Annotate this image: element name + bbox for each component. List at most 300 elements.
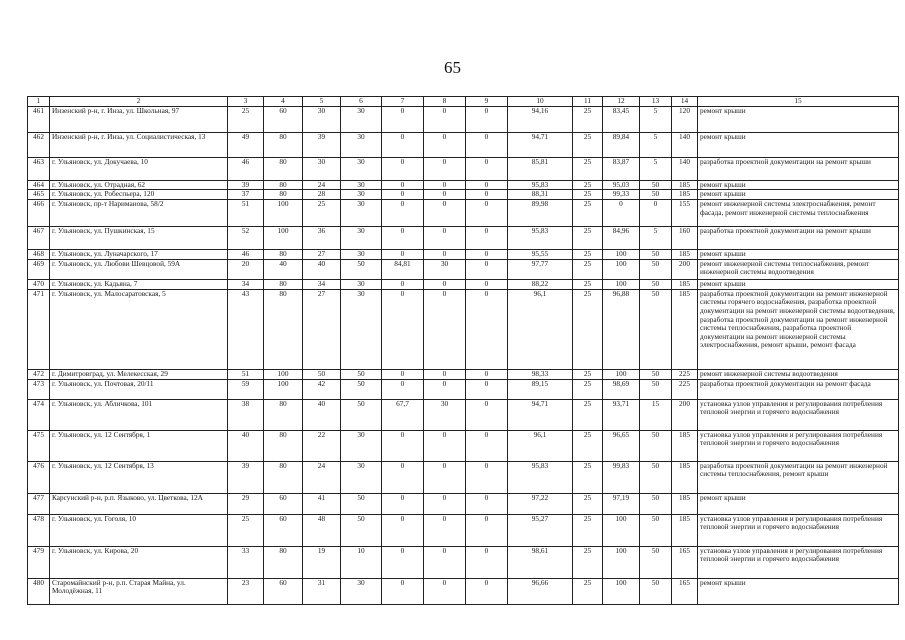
value-cell: 30 xyxy=(341,200,382,227)
value-cell: 0 xyxy=(424,514,466,546)
row-number: 472 xyxy=(28,369,50,379)
value-cell: 98,61 xyxy=(508,546,573,578)
value-cell: 51 xyxy=(228,369,264,379)
value-cell: 200 xyxy=(672,259,698,279)
value-cell: 25 xyxy=(573,461,603,493)
value-cell: 41 xyxy=(303,493,341,514)
value-cell: 40 xyxy=(264,259,303,279)
value-cell: 0 xyxy=(424,227,466,250)
value-cell: 0 xyxy=(466,106,508,132)
value-cell: 0 xyxy=(466,546,508,578)
value-cell: 100 xyxy=(603,514,640,546)
value-cell: 30 xyxy=(303,157,341,180)
value-cell: 80 xyxy=(264,180,303,190)
value-cell: 30 xyxy=(341,106,382,132)
value-cell: 25 xyxy=(573,430,603,461)
value-cell: 38 xyxy=(228,399,264,430)
value-cell: 0 xyxy=(466,379,508,399)
value-cell: 0 xyxy=(382,493,424,514)
work-description-cell: ремонт крыши xyxy=(698,132,899,157)
value-cell: 10 xyxy=(341,546,382,578)
address-cell: г. Ульяновск, ул. Абличкова, 101 xyxy=(50,399,228,430)
value-cell: 100 xyxy=(264,379,303,399)
value-cell: 0 xyxy=(466,190,508,200)
value-cell: 30 xyxy=(341,461,382,493)
value-cell: 96,88 xyxy=(603,289,640,369)
value-cell: 0 xyxy=(424,289,466,369)
value-cell: 0 xyxy=(466,132,508,157)
value-cell: 5 xyxy=(640,132,672,157)
value-cell: 0 xyxy=(466,399,508,430)
value-cell: 100 xyxy=(264,227,303,250)
value-cell: 94,71 xyxy=(508,132,573,157)
value-cell: 185 xyxy=(672,180,698,190)
value-cell: 50 xyxy=(640,546,672,578)
value-cell: 60 xyxy=(264,106,303,132)
value-cell: 50 xyxy=(640,180,672,190)
table-row xyxy=(28,106,899,132)
work-description-cell: ремонт инженерной системы водоотведения xyxy=(698,369,899,379)
header-cell: 12 xyxy=(603,97,640,107)
value-cell: 0 xyxy=(382,200,424,227)
value-cell: 27 xyxy=(303,250,341,260)
table-row xyxy=(28,132,899,157)
value-cell: 25 xyxy=(573,279,603,289)
value-cell: 99,33 xyxy=(603,190,640,200)
value-cell: 0 xyxy=(466,227,508,250)
value-cell: 0 xyxy=(424,379,466,399)
value-cell: 67,7 xyxy=(382,399,424,430)
table-row xyxy=(28,259,899,279)
value-cell: 30 xyxy=(341,250,382,260)
value-cell: 25 xyxy=(573,250,603,260)
value-cell: 96,65 xyxy=(603,430,640,461)
value-cell: 80 xyxy=(264,289,303,369)
work-description-cell: ремонт инженерной системы электроснабжения, ремонт фасада, ремонт инженерной системы теплоснабжения xyxy=(698,200,899,227)
value-cell: 49 xyxy=(228,132,264,157)
value-cell: 0 xyxy=(424,132,466,157)
header-cell: 7 xyxy=(382,97,424,107)
value-cell: 98,69 xyxy=(603,379,640,399)
address-cell: г. Ульяновск, ул. 12 Сентября, 13 xyxy=(50,461,228,493)
value-cell: 0 xyxy=(382,157,424,180)
table-row xyxy=(28,546,899,578)
value-cell: 60 xyxy=(264,493,303,514)
value-cell: 25 xyxy=(573,132,603,157)
header-cell: 4 xyxy=(264,97,303,107)
value-cell: 30 xyxy=(341,190,382,200)
value-cell: 83,45 xyxy=(603,106,640,132)
header-cell: 3 xyxy=(228,97,264,107)
value-cell: 0 xyxy=(466,430,508,461)
header-cell: 15 xyxy=(698,97,899,107)
value-cell: 96,66 xyxy=(508,578,573,604)
value-cell: 0 xyxy=(424,250,466,260)
value-cell: 95,83 xyxy=(508,227,573,250)
value-cell: 85,81 xyxy=(508,157,573,180)
value-cell: 0 xyxy=(382,578,424,604)
address-cell: г. Ульяновск, ул. Луначарского, 17 xyxy=(50,250,228,260)
row-number: 468 xyxy=(28,250,50,260)
value-cell: 0 xyxy=(603,200,640,227)
address-cell: Карсунский р-н, р.п. Языково, ул. Цветкова, 12А xyxy=(50,493,228,514)
value-cell: 99,83 xyxy=(603,461,640,493)
row-number: 477 xyxy=(28,493,50,514)
value-cell: 25 xyxy=(573,190,603,200)
value-cell: 50 xyxy=(341,259,382,279)
value-cell: 80 xyxy=(264,461,303,493)
work-description-cell: установка узлов управления и регулирования потребления тепловой энергии и горячего водоснабжения xyxy=(698,546,899,578)
value-cell: 93,71 xyxy=(603,399,640,430)
value-cell: 39 xyxy=(228,461,264,493)
value-cell: 95,55 xyxy=(508,250,573,260)
value-cell: 25 xyxy=(228,106,264,132)
value-cell: 88,22 xyxy=(508,279,573,289)
value-cell: 25 xyxy=(573,369,603,379)
header-cell: 10 xyxy=(508,97,573,107)
table-row xyxy=(28,399,899,430)
header-cell: 2 xyxy=(50,97,228,107)
value-cell: 0 xyxy=(382,227,424,250)
table-row xyxy=(28,227,899,250)
value-cell: 80 xyxy=(264,279,303,289)
table-row xyxy=(28,180,899,190)
value-cell: 30 xyxy=(303,106,341,132)
value-cell: 42 xyxy=(303,379,341,399)
value-cell: 0 xyxy=(424,369,466,379)
value-cell: 25 xyxy=(573,289,603,369)
table-row xyxy=(28,157,899,180)
work-description-cell: разработка проектной документации на ремонт инженерной системы горячего водоснабжения, разработка проектной документации на ремонт инженерной системы водоотведения, разработка проектной документации на ремонт инженерной системы теплоснабжения, разработка проектной документации на ремонт инженерной системы электроснабжения, ремонт крыши, ремонт фасада xyxy=(698,289,899,369)
table-row xyxy=(28,493,899,514)
value-cell: 50 xyxy=(640,250,672,260)
value-cell: 0 xyxy=(466,250,508,260)
value-cell: 100 xyxy=(603,279,640,289)
value-cell: 100 xyxy=(603,578,640,604)
value-cell: 30 xyxy=(341,430,382,461)
value-cell: 0 xyxy=(382,190,424,200)
value-cell: 185 xyxy=(672,493,698,514)
value-cell: 140 xyxy=(672,132,698,157)
value-cell: 0 xyxy=(466,259,508,279)
value-cell: 24 xyxy=(303,461,341,493)
value-cell: 0 xyxy=(424,157,466,180)
value-cell: 185 xyxy=(672,289,698,369)
value-cell: 0 xyxy=(382,106,424,132)
address-cell: г. Ульяновск, ул. Кирова, 20 xyxy=(50,546,228,578)
value-cell: 15 xyxy=(640,399,672,430)
value-cell: 30 xyxy=(341,227,382,250)
value-cell: 225 xyxy=(672,369,698,379)
value-cell: 50 xyxy=(341,399,382,430)
row-number: 470 xyxy=(28,279,50,289)
work-description-cell: разработка проектной документации на ремонт крыши xyxy=(698,157,899,180)
value-cell: 0 xyxy=(382,289,424,369)
value-cell: 225 xyxy=(672,379,698,399)
work-description-cell: ремонт крыши xyxy=(698,106,899,132)
value-cell: 39 xyxy=(228,180,264,190)
value-cell: 100 xyxy=(264,200,303,227)
value-cell: 80 xyxy=(264,132,303,157)
value-cell: 185 xyxy=(672,461,698,493)
row-number: 478 xyxy=(28,514,50,546)
value-cell: 31 xyxy=(303,578,341,604)
value-cell: 36 xyxy=(303,227,341,250)
header-cell: 11 xyxy=(573,97,603,107)
value-cell: 0 xyxy=(640,200,672,227)
value-cell: 60 xyxy=(264,578,303,604)
header-cell: 6 xyxy=(341,97,382,107)
table-row xyxy=(28,461,899,493)
value-cell: 165 xyxy=(672,578,698,604)
value-cell: 95,83 xyxy=(508,180,573,190)
value-cell: 51 xyxy=(228,200,264,227)
value-cell: 165 xyxy=(672,546,698,578)
value-cell: 50 xyxy=(640,259,672,279)
header-cell: 14 xyxy=(672,97,698,107)
value-cell: 40 xyxy=(228,430,264,461)
value-cell: 95,83 xyxy=(508,461,573,493)
value-cell: 0 xyxy=(466,200,508,227)
value-cell: 52 xyxy=(228,227,264,250)
table-row xyxy=(28,578,899,604)
value-cell: 25 xyxy=(573,514,603,546)
work-description-cell: установка узлов управления и регулирования потребления тепловой энергии и горячего водоснабжения xyxy=(698,514,899,546)
value-cell: 0 xyxy=(382,279,424,289)
value-cell: 185 xyxy=(672,514,698,546)
address-cell: г. Ульяновск, ул. Пушкинская, 15 xyxy=(50,227,228,250)
address-cell: г. Ульяновск, ул. Гоголя, 10 xyxy=(50,514,228,546)
value-cell: 100 xyxy=(603,259,640,279)
row-number: 476 xyxy=(28,461,50,493)
value-cell: 0 xyxy=(424,430,466,461)
address-cell: г. Димитровград, ул. Мелекесская, 29 xyxy=(50,369,228,379)
value-cell: 96,1 xyxy=(508,430,573,461)
value-cell: 0 xyxy=(466,289,508,369)
value-cell: 80 xyxy=(264,250,303,260)
work-description-cell: установка узлов управления и регулирования потребления тепловой энергии и горячего водоснабжения xyxy=(698,430,899,461)
value-cell: 0 xyxy=(382,180,424,190)
value-cell: 29 xyxy=(228,493,264,514)
table-row xyxy=(28,289,899,369)
row-number: 462 xyxy=(28,132,50,157)
value-cell: 60 xyxy=(264,514,303,546)
value-cell: 25 xyxy=(573,106,603,132)
value-cell: 30 xyxy=(341,157,382,180)
work-description-cell: ремонт крыши xyxy=(698,279,899,289)
value-cell: 23 xyxy=(228,578,264,604)
value-cell: 50 xyxy=(640,514,672,546)
value-cell: 25 xyxy=(573,180,603,190)
value-cell: 50 xyxy=(640,289,672,369)
value-cell: 160 xyxy=(672,227,698,250)
value-cell: 0 xyxy=(382,250,424,260)
value-cell: 0 xyxy=(466,180,508,190)
value-cell: 200 xyxy=(672,399,698,430)
row-number: 467 xyxy=(28,227,50,250)
value-cell: 27 xyxy=(303,289,341,369)
row-number: 466 xyxy=(28,200,50,227)
value-cell: 30 xyxy=(341,578,382,604)
value-cell: 0 xyxy=(424,180,466,190)
row-number: 471 xyxy=(28,289,50,369)
value-cell: 185 xyxy=(672,279,698,289)
work-description-cell: ремонт крыши xyxy=(698,250,899,260)
page-number: 65 xyxy=(444,58,461,77)
value-cell: 34 xyxy=(303,279,341,289)
value-cell: 34 xyxy=(228,279,264,289)
value-cell: 43 xyxy=(228,289,264,369)
value-cell: 98,33 xyxy=(508,369,573,379)
value-cell: 25 xyxy=(573,399,603,430)
value-cell: 0 xyxy=(382,461,424,493)
address-cell: г. Ульяновск, ул. Робеспьера, 120 xyxy=(50,190,228,200)
value-cell: 50 xyxy=(640,279,672,289)
header-row xyxy=(28,97,899,107)
value-cell: 30 xyxy=(341,132,382,157)
value-cell: 0 xyxy=(424,190,466,200)
value-cell: 0 xyxy=(424,578,466,604)
value-cell: 22 xyxy=(303,430,341,461)
work-description-cell: разработка проектной документации на ремонт фасада xyxy=(698,379,899,399)
value-cell: 30 xyxy=(341,279,382,289)
value-cell: 59 xyxy=(228,379,264,399)
value-cell: 50 xyxy=(640,461,672,493)
table-row xyxy=(28,200,899,227)
value-cell: 0 xyxy=(424,461,466,493)
address-cell: г. Ульяновск, ул. Малосаратовская, 5 xyxy=(50,289,228,369)
value-cell: 100 xyxy=(603,369,640,379)
work-description-cell: ремонт крыши xyxy=(698,493,899,514)
value-cell: 95,03 xyxy=(603,180,640,190)
value-cell: 0 xyxy=(424,546,466,578)
value-cell: 46 xyxy=(228,250,264,260)
value-cell: 33 xyxy=(228,546,264,578)
work-description-cell: разработка проектной документации на ремонт крыши xyxy=(698,227,899,250)
value-cell: 50 xyxy=(640,430,672,461)
value-cell: 83,87 xyxy=(603,157,640,180)
value-cell: 100 xyxy=(603,250,640,260)
value-cell: 25 xyxy=(573,493,603,514)
value-cell: 0 xyxy=(382,379,424,399)
address-cell: Инзенский р-н, г. Инза, ул. Социалистическая, 13 xyxy=(50,132,228,157)
value-cell: 50 xyxy=(640,493,672,514)
value-cell: 185 xyxy=(672,250,698,260)
value-cell: 50 xyxy=(640,369,672,379)
value-cell: 95,27 xyxy=(508,514,573,546)
value-cell: 0 xyxy=(382,546,424,578)
value-cell: 0 xyxy=(424,493,466,514)
value-cell: 0 xyxy=(466,369,508,379)
value-cell: 25 xyxy=(228,514,264,546)
row-number: 473 xyxy=(28,379,50,399)
row-number: 479 xyxy=(28,546,50,578)
row-number: 461 xyxy=(28,106,50,132)
value-cell: 25 xyxy=(573,227,603,250)
value-cell: 94,71 xyxy=(508,399,573,430)
value-cell: 25 xyxy=(573,157,603,180)
value-cell: 94,16 xyxy=(508,106,573,132)
value-cell: 19 xyxy=(303,546,341,578)
value-cell: 37 xyxy=(228,190,264,200)
value-cell: 50 xyxy=(640,379,672,399)
value-cell: 100 xyxy=(264,369,303,379)
address-cell: г. Ульяновск, ул. Отрадная, 62 xyxy=(50,180,228,190)
value-cell: 50 xyxy=(303,369,341,379)
value-cell: 30 xyxy=(424,399,466,430)
address-cell: г. Ульяновск, ул. 12 Сентября, 1 xyxy=(50,430,228,461)
row-number: 469 xyxy=(28,259,50,279)
value-cell: 88,31 xyxy=(508,190,573,200)
value-cell: 0 xyxy=(466,493,508,514)
value-cell: 40 xyxy=(303,399,341,430)
address-cell: г. Ульяновск, ул. Любови Шевцовой, 59А xyxy=(50,259,228,279)
value-cell: 185 xyxy=(672,190,698,200)
value-cell: 46 xyxy=(228,157,264,180)
value-cell: 84,96 xyxy=(603,227,640,250)
value-cell: 80 xyxy=(264,399,303,430)
value-cell: 40 xyxy=(303,259,341,279)
value-cell: 80 xyxy=(264,157,303,180)
value-cell: 25 xyxy=(573,379,603,399)
value-cell: 5 xyxy=(640,227,672,250)
value-cell: 0 xyxy=(466,461,508,493)
table-row xyxy=(28,369,899,379)
value-cell: 30 xyxy=(424,259,466,279)
value-cell: 0 xyxy=(382,430,424,461)
value-cell: 5 xyxy=(640,106,672,132)
value-cell: 120 xyxy=(672,106,698,132)
table-row xyxy=(28,430,899,461)
value-cell: 25 xyxy=(573,546,603,578)
address-cell: г. Ульяновск, ул. Докучаева, 10 xyxy=(50,157,228,180)
work-description-cell: разработка проектной документации на ремонт инженерной системы теплоснабжения, ремонт крыши xyxy=(698,461,899,493)
table-row xyxy=(28,379,899,399)
value-cell: 80 xyxy=(264,190,303,200)
value-cell: 80 xyxy=(264,430,303,461)
address-cell: г. Ульяновск, ул. Кадьяна, 7 xyxy=(50,279,228,289)
value-cell: 25 xyxy=(573,259,603,279)
value-cell: 25 xyxy=(573,578,603,604)
value-cell: 50 xyxy=(640,578,672,604)
value-cell: 89,98 xyxy=(508,200,573,227)
address-cell: Инзенский р-н, г. Инза, ул. Школьная, 97 xyxy=(50,106,228,132)
value-cell: 25 xyxy=(573,200,603,227)
value-cell: 80 xyxy=(264,546,303,578)
value-cell: 50 xyxy=(640,190,672,200)
header-cell: 8 xyxy=(424,97,466,107)
value-cell: 97,19 xyxy=(603,493,640,514)
value-cell: 97,22 xyxy=(508,493,573,514)
value-cell: 50 xyxy=(341,514,382,546)
row-number: 475 xyxy=(28,430,50,461)
header-cell: 5 xyxy=(303,97,341,107)
work-description-cell: ремонт крыши xyxy=(698,180,899,190)
value-cell: 0 xyxy=(466,157,508,180)
value-cell: 24 xyxy=(303,180,341,190)
value-cell: 0 xyxy=(466,279,508,289)
value-cell: 185 xyxy=(672,430,698,461)
row-number: 463 xyxy=(28,157,50,180)
value-cell: 89,15 xyxy=(508,379,573,399)
address-cell: г. Ульяновск, ул. Почтовая, 20/11 xyxy=(50,379,228,399)
work-description-cell: ремонт крыши xyxy=(698,190,899,200)
header-cell: 13 xyxy=(640,97,672,107)
value-cell: 0 xyxy=(424,106,466,132)
row-number: 480 xyxy=(28,578,50,604)
row-number: 465 xyxy=(28,190,50,200)
value-cell: 0 xyxy=(466,578,508,604)
